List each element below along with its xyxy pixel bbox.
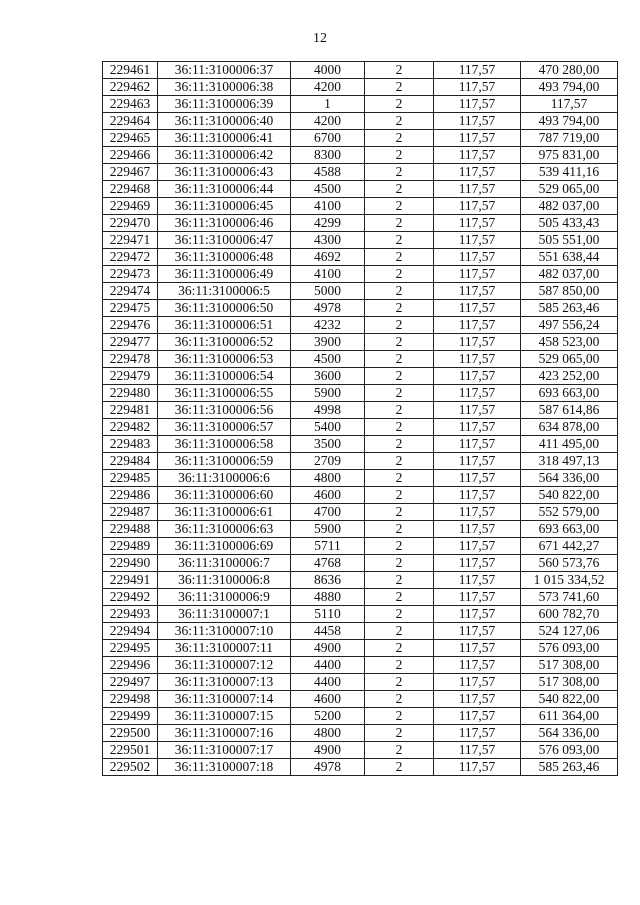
table-row (103, 640, 618, 657)
rate-cell: 117,57 (434, 623, 521, 640)
table-row (103, 402, 618, 419)
area-cell: 4998 (291, 402, 365, 419)
rate-cell: 117,57 (434, 368, 521, 385)
cadastral-number-cell: 36:11:3100006:63 (158, 521, 291, 538)
rate-cell: 117,57 (434, 555, 521, 572)
category-cell: 2 (365, 691, 434, 708)
row-id-cell: 229475 (103, 300, 158, 317)
area-cell: 4458 (291, 623, 365, 640)
cadastral-value-cell: 318 497,13 (521, 453, 618, 470)
row-id-cell: 229466 (103, 147, 158, 164)
cadastral-number-cell: 36:11:3100006:54 (158, 368, 291, 385)
table-row (103, 249, 618, 266)
rate-cell: 117,57 (434, 487, 521, 504)
row-id-cell: 229481 (103, 402, 158, 419)
category-cell: 2 (365, 79, 434, 96)
row-id-cell: 229495 (103, 640, 158, 657)
cadastral-value-cell: 787 719,00 (521, 130, 618, 147)
table-row (103, 674, 618, 691)
cadastral-value-cell: 585 263,46 (521, 300, 618, 317)
category-cell: 2 (365, 436, 434, 453)
cadastral-number-cell: 36:11:3100006:38 (158, 79, 291, 96)
cadastral-value-cell: 564 336,00 (521, 725, 618, 742)
area-cell: 4200 (291, 113, 365, 130)
table-row (103, 232, 618, 249)
cadastral-value-cell: 573 741,60 (521, 589, 618, 606)
cadastral-number-cell: 36:11:3100006:44 (158, 181, 291, 198)
table-row (103, 419, 618, 436)
cadastral-value-cell: 497 556,24 (521, 317, 618, 334)
cadastral-value-cell: 505 551,00 (521, 232, 618, 249)
row-id-cell: 229488 (103, 521, 158, 538)
rate-cell: 117,57 (434, 742, 521, 759)
row-id-cell: 229478 (103, 351, 158, 368)
category-cell: 2 (365, 742, 434, 759)
area-cell: 3500 (291, 436, 365, 453)
cadastral-value-cell: 576 093,00 (521, 742, 618, 759)
rate-cell: 117,57 (434, 708, 521, 725)
rate-cell: 117,57 (434, 436, 521, 453)
category-cell: 2 (365, 606, 434, 623)
rate-cell: 117,57 (434, 504, 521, 521)
table-row (103, 283, 618, 300)
category-cell: 2 (365, 62, 434, 79)
area-cell: 5400 (291, 419, 365, 436)
area-cell: 4588 (291, 164, 365, 181)
category-cell: 2 (365, 351, 434, 368)
category-cell: 2 (365, 674, 434, 691)
area-cell: 4600 (291, 487, 365, 504)
row-id-cell: 229469 (103, 198, 158, 215)
table-row (103, 113, 618, 130)
category-cell: 2 (365, 300, 434, 317)
area-cell: 4000 (291, 62, 365, 79)
rate-cell: 117,57 (434, 317, 521, 334)
area-cell: 8636 (291, 572, 365, 589)
cadastral-value-cell: 611 364,00 (521, 708, 618, 725)
rate-cell: 117,57 (434, 640, 521, 657)
rate-cell: 117,57 (434, 453, 521, 470)
cadastral-value-cell: 693 663,00 (521, 521, 618, 538)
cadastral-value-cell: 517 308,00 (521, 657, 618, 674)
cadastral-number-cell: 36:11:3100006:49 (158, 266, 291, 283)
cadastral-value-cell: 423 252,00 (521, 368, 618, 385)
rate-cell: 117,57 (434, 147, 521, 164)
cadastral-number-cell: 36:11:3100006:45 (158, 198, 291, 215)
rate-cell: 117,57 (434, 62, 521, 79)
cadastral-number-cell: 36:11:3100006:51 (158, 317, 291, 334)
area-cell: 3900 (291, 334, 365, 351)
cadastral-value-cell: 576 093,00 (521, 640, 618, 657)
row-id-cell: 229485 (103, 470, 158, 487)
table-row (103, 470, 618, 487)
rate-cell: 117,57 (434, 385, 521, 402)
row-id-cell: 229468 (103, 181, 158, 198)
table-row (103, 521, 618, 538)
area-cell: 5110 (291, 606, 365, 623)
cadastral-number-cell: 36:11:3100006:55 (158, 385, 291, 402)
cadastral-value-table (102, 61, 618, 776)
area-cell: 5200 (291, 708, 365, 725)
table-row (103, 300, 618, 317)
cadastral-number-cell: 36:11:3100007:10 (158, 623, 291, 640)
table-row (103, 215, 618, 232)
cadastral-value-cell: 634 878,00 (521, 419, 618, 436)
row-id-cell: 229498 (103, 691, 158, 708)
category-cell: 2 (365, 232, 434, 249)
row-id-cell: 229465 (103, 130, 158, 147)
category-cell: 2 (365, 623, 434, 640)
area-cell: 4400 (291, 657, 365, 674)
cadastral-number-cell: 36:11:3100006:52 (158, 334, 291, 351)
table-row (103, 198, 618, 215)
table-row (103, 164, 618, 181)
cadastral-number-cell: 36:11:3100006:60 (158, 487, 291, 504)
area-cell: 4500 (291, 351, 365, 368)
table-row (103, 691, 618, 708)
cadastral-value-cell: 517 308,00 (521, 674, 618, 691)
row-id-cell: 229484 (103, 453, 158, 470)
table-row (103, 436, 618, 453)
cadastral-value-cell: 539 411,16 (521, 164, 618, 181)
area-cell: 6700 (291, 130, 365, 147)
category-cell: 2 (365, 198, 434, 215)
row-id-cell: 229486 (103, 487, 158, 504)
cadastral-value-cell: 693 663,00 (521, 385, 618, 402)
cadastral-number-cell: 36:11:3100007:13 (158, 674, 291, 691)
category-cell: 2 (365, 147, 434, 164)
category-cell: 2 (365, 487, 434, 504)
rate-cell: 117,57 (434, 402, 521, 419)
cadastral-number-cell: 36:11:3100007:1 (158, 606, 291, 623)
area-cell: 5900 (291, 521, 365, 538)
row-id-cell: 229490 (103, 555, 158, 572)
table-row (103, 589, 618, 606)
cadastral-value-cell: 540 822,00 (521, 487, 618, 504)
area-cell: 5711 (291, 538, 365, 555)
area-cell: 4300 (291, 232, 365, 249)
table-row (103, 725, 618, 742)
area-cell: 3600 (291, 368, 365, 385)
rate-cell: 117,57 (434, 538, 521, 555)
rate-cell: 117,57 (434, 589, 521, 606)
area-cell: 4800 (291, 470, 365, 487)
cadastral-number-cell: 36:11:3100007:12 (158, 657, 291, 674)
table-row (103, 538, 618, 555)
row-id-cell: 229491 (103, 572, 158, 589)
cadastral-value-cell: 587 850,00 (521, 283, 618, 300)
table-row (103, 181, 618, 198)
cadastral-value-cell: 117,57 (521, 96, 618, 113)
row-id-cell: 229479 (103, 368, 158, 385)
cadastral-number-cell: 36:11:3100007:14 (158, 691, 291, 708)
area-cell: 4500 (291, 181, 365, 198)
rate-cell: 117,57 (434, 232, 521, 249)
category-cell: 2 (365, 96, 434, 113)
table-row (103, 62, 618, 79)
cadastral-number-cell: 36:11:3100006:47 (158, 232, 291, 249)
category-cell: 2 (365, 113, 434, 130)
table-row (103, 487, 618, 504)
category-cell: 2 (365, 521, 434, 538)
rate-cell: 117,57 (434, 334, 521, 351)
table-row (103, 657, 618, 674)
row-id-cell: 229464 (103, 113, 158, 130)
area-cell: 4978 (291, 300, 365, 317)
row-id-cell: 229476 (103, 317, 158, 334)
cadastral-value-cell: 975 831,00 (521, 147, 618, 164)
cadastral-value-cell: 560 573,76 (521, 555, 618, 572)
table-row (103, 453, 618, 470)
row-id-cell: 229461 (103, 62, 158, 79)
cadastral-value-cell: 411 495,00 (521, 436, 618, 453)
row-id-cell: 229467 (103, 164, 158, 181)
table-row (103, 555, 618, 572)
rate-cell: 117,57 (434, 521, 521, 538)
cadastral-value-cell: 529 065,00 (521, 181, 618, 198)
rate-cell: 117,57 (434, 266, 521, 283)
cadastral-number-cell: 36:11:3100006:39 (158, 96, 291, 113)
category-cell: 2 (365, 504, 434, 521)
rate-cell: 117,57 (434, 249, 521, 266)
category-cell: 2 (365, 385, 434, 402)
table-row (103, 504, 618, 521)
cadastral-value-cell: 671 442,27 (521, 538, 618, 555)
rate-cell: 117,57 (434, 572, 521, 589)
row-id-cell: 229497 (103, 674, 158, 691)
category-cell: 2 (365, 317, 434, 334)
table-row (103, 147, 618, 164)
cadastral-number-cell: 36:11:3100006:50 (158, 300, 291, 317)
area-cell: 4900 (291, 742, 365, 759)
row-id-cell: 229501 (103, 742, 158, 759)
cadastral-value-cell: 524 127,06 (521, 623, 618, 640)
cadastral-value-cell: 470 280,00 (521, 62, 618, 79)
rate-cell: 117,57 (434, 215, 521, 232)
table-row (103, 759, 618, 776)
cadastral-number-cell: 36:11:3100006:46 (158, 215, 291, 232)
cadastral-number-cell: 36:11:3100006:6 (158, 470, 291, 487)
area-cell: 5900 (291, 385, 365, 402)
category-cell: 2 (365, 368, 434, 385)
category-cell: 2 (365, 470, 434, 487)
rate-cell: 117,57 (434, 79, 521, 96)
area-cell: 1 (291, 96, 365, 113)
table-row (103, 266, 618, 283)
rate-cell: 117,57 (434, 130, 521, 147)
row-id-cell: 229493 (103, 606, 158, 623)
category-cell: 2 (365, 657, 434, 674)
rate-cell: 117,57 (434, 164, 521, 181)
category-cell: 2 (365, 130, 434, 147)
category-cell: 2 (365, 725, 434, 742)
area-cell: 4692 (291, 249, 365, 266)
row-id-cell: 229462 (103, 79, 158, 96)
area-cell: 4232 (291, 317, 365, 334)
rate-cell: 117,57 (434, 113, 521, 130)
cadastral-number-cell: 36:11:3100006:61 (158, 504, 291, 521)
rate-cell: 117,57 (434, 470, 521, 487)
cadastral-value-cell: 529 065,00 (521, 351, 618, 368)
table-row (103, 368, 618, 385)
cadastral-value-cell: 551 638,44 (521, 249, 618, 266)
area-cell: 4100 (291, 198, 365, 215)
cadastral-number-cell: 36:11:3100007:11 (158, 640, 291, 657)
cadastral-number-cell: 36:11:3100006:53 (158, 351, 291, 368)
row-id-cell: 229494 (103, 623, 158, 640)
cadastral-number-cell: 36:11:3100007:16 (158, 725, 291, 742)
category-cell: 2 (365, 181, 434, 198)
table-row (103, 623, 618, 640)
category-cell: 2 (365, 538, 434, 555)
cadastral-number-cell: 36:11:3100006:56 (158, 402, 291, 419)
row-id-cell: 229470 (103, 215, 158, 232)
table-row (103, 79, 618, 96)
area-cell: 4200 (291, 79, 365, 96)
row-id-cell: 229474 (103, 283, 158, 300)
table-row (103, 742, 618, 759)
cadastral-value-cell: 458 523,00 (521, 334, 618, 351)
rate-cell: 117,57 (434, 181, 521, 198)
cadastral-number-cell: 36:11:3100006:69 (158, 538, 291, 555)
cadastral-value-cell: 587 614,86 (521, 402, 618, 419)
row-id-cell: 229477 (103, 334, 158, 351)
row-id-cell: 229489 (103, 538, 158, 555)
area-cell: 4600 (291, 691, 365, 708)
category-cell: 2 (365, 453, 434, 470)
row-id-cell: 229492 (103, 589, 158, 606)
table-row (103, 606, 618, 623)
cadastral-number-cell: 36:11:3100006:40 (158, 113, 291, 130)
cadastral-number-cell: 36:11:3100006:43 (158, 164, 291, 181)
category-cell: 2 (365, 555, 434, 572)
rate-cell: 117,57 (434, 96, 521, 113)
cadastral-value-cell: 1 015 334,52 (521, 572, 618, 589)
row-id-cell: 229472 (103, 249, 158, 266)
rate-cell: 117,57 (434, 674, 521, 691)
table-row (103, 351, 618, 368)
row-id-cell: 229482 (103, 419, 158, 436)
cadastral-number-cell: 36:11:3100006:59 (158, 453, 291, 470)
row-id-cell: 229473 (103, 266, 158, 283)
cadastral-value-cell: 482 037,00 (521, 266, 618, 283)
area-cell: 8300 (291, 147, 365, 164)
category-cell: 2 (365, 572, 434, 589)
area-cell: 5000 (291, 283, 365, 300)
area-cell: 4978 (291, 759, 365, 776)
category-cell: 2 (365, 759, 434, 776)
area-cell: 2709 (291, 453, 365, 470)
cadastral-value-cell: 482 037,00 (521, 198, 618, 215)
row-id-cell: 229496 (103, 657, 158, 674)
cadastral-number-cell: 36:11:3100006:9 (158, 589, 291, 606)
category-cell: 2 (365, 402, 434, 419)
table-body (103, 62, 618, 776)
rate-cell: 117,57 (434, 419, 521, 436)
row-id-cell: 229480 (103, 385, 158, 402)
table-row (103, 572, 618, 589)
row-id-cell: 229463 (103, 96, 158, 113)
cadastral-number-cell: 36:11:3100006:8 (158, 572, 291, 589)
rate-cell: 117,57 (434, 198, 521, 215)
cadastral-number-cell: 36:11:3100007:18 (158, 759, 291, 776)
category-cell: 2 (365, 266, 434, 283)
rate-cell: 117,57 (434, 300, 521, 317)
category-cell: 2 (365, 249, 434, 266)
category-cell: 2 (365, 334, 434, 351)
cadastral-number-cell: 36:11:3100007:17 (158, 742, 291, 759)
cadastral-value-cell: 564 336,00 (521, 470, 618, 487)
row-id-cell: 229471 (103, 232, 158, 249)
cadastral-number-cell: 36:11:3100006:48 (158, 249, 291, 266)
area-cell: 4800 (291, 725, 365, 742)
table-row (103, 317, 618, 334)
row-id-cell: 229502 (103, 759, 158, 776)
rate-cell: 117,57 (434, 759, 521, 776)
category-cell: 2 (365, 215, 434, 232)
table-row (103, 708, 618, 725)
cadastral-value-cell: 552 579,00 (521, 504, 618, 521)
row-id-cell: 229487 (103, 504, 158, 521)
rate-cell: 117,57 (434, 691, 521, 708)
area-cell: 4768 (291, 555, 365, 572)
category-cell: 2 (365, 164, 434, 181)
rate-cell: 117,57 (434, 283, 521, 300)
area-cell: 4400 (291, 674, 365, 691)
cadastral-number-cell: 36:11:3100006:7 (158, 555, 291, 572)
table-row (103, 385, 618, 402)
table-row (103, 334, 618, 351)
cadastral-number-cell: 36:11:3100006:57 (158, 419, 291, 436)
page-number: 12 (313, 31, 327, 46)
cadastral-value-cell: 600 782,70 (521, 606, 618, 623)
row-id-cell: 229499 (103, 708, 158, 725)
row-id-cell: 229483 (103, 436, 158, 453)
category-cell: 2 (365, 283, 434, 300)
cadastral-number-cell: 36:11:3100007:15 (158, 708, 291, 725)
cadastral-number-cell: 36:11:3100006:5 (158, 283, 291, 300)
rate-cell: 117,57 (434, 351, 521, 368)
rate-cell: 117,57 (434, 606, 521, 623)
cadastral-value-cell: 493 794,00 (521, 79, 618, 96)
cadastral-value-cell: 493 794,00 (521, 113, 618, 130)
cadastral-number-cell: 36:11:3100006:41 (158, 130, 291, 147)
cadastral-value-cell: 585 263,46 (521, 759, 618, 776)
cadastral-number-cell: 36:11:3100006:37 (158, 62, 291, 79)
cadastral-value-cell: 505 433,43 (521, 215, 618, 232)
area-cell: 4880 (291, 589, 365, 606)
table-row (103, 130, 618, 147)
category-cell: 2 (365, 640, 434, 657)
cadastral-number-cell: 36:11:3100006:42 (158, 147, 291, 164)
rate-cell: 117,57 (434, 725, 521, 742)
table-row (103, 96, 618, 113)
area-cell: 4700 (291, 504, 365, 521)
category-cell: 2 (365, 708, 434, 725)
rate-cell: 117,57 (434, 657, 521, 674)
category-cell: 2 (365, 419, 434, 436)
row-id-cell: 229500 (103, 725, 158, 742)
cadastral-number-cell: 36:11:3100006:58 (158, 436, 291, 453)
area-cell: 4100 (291, 266, 365, 283)
area-cell: 4900 (291, 640, 365, 657)
area-cell: 4299 (291, 215, 365, 232)
category-cell: 2 (365, 589, 434, 606)
cadastral-value-cell: 540 822,00 (521, 691, 618, 708)
